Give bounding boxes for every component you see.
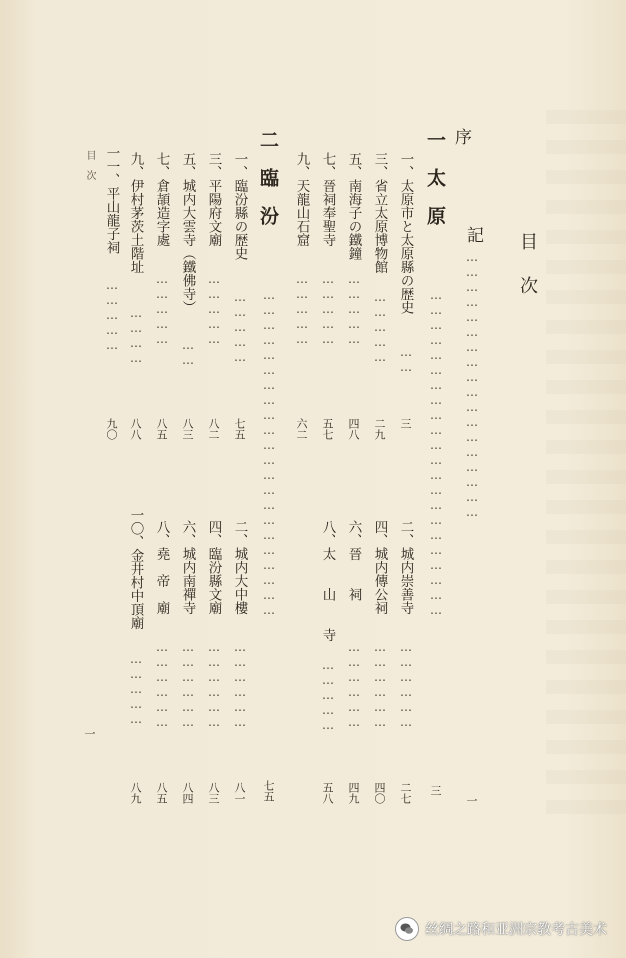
toc-entry[interactable]: 一一、平山龍子祠 [103,146,120,254]
entry-page: 四〇 [373,782,386,804]
entry-leader: ………… [129,306,143,366]
entry-leader: …………… [105,278,119,353]
entry-leader: ……………… [207,640,221,730]
entry-leader: …………… [295,272,309,347]
entry-page: 四八 [347,418,360,440]
entry-page: 四九 [347,782,360,804]
section-1-page: 三 [429,785,442,796]
toc-entry[interactable]: 一、臨汾縣の歴史 [231,152,248,260]
entry-page: 八一 [233,782,246,804]
toc-entry[interactable]: 五、南海子の鐵鐘 [345,152,362,260]
toc-entry[interactable]: 一、太原市と太原縣の歴史 [397,152,414,314]
entry-page: 八八 [129,418,142,440]
watermark-text: 丝绸之路和亚洲宗教考古美术 [425,922,607,938]
toc-entry[interactable]: 三、省立太原博物館 [371,152,388,274]
entry-leader: …………… [155,272,169,347]
entry-leader: …… [181,338,195,368]
entry-page: 八五 [155,418,168,440]
entry-leader: …… [399,345,413,375]
watermark [395,916,607,942]
entry-leader: …………… [321,272,335,347]
entry-leader: ……………… [233,640,247,730]
entry-leader: ……………… [347,640,361,730]
toc-entry[interactable]: 七、倉頡造字處 [153,152,170,247]
section-2-heading: 二 臨 汾 [257,130,279,225]
toc-entry[interactable]: 四、臨汾縣文廟 [205,520,222,615]
toc-entry[interactable]: 八、太 山 寺 [319,520,336,642]
toc-entry[interactable]: 五、城内大雲寺（鐵佛寺） [179,152,196,314]
entry-page: 八三 [207,782,220,804]
entry-page: 五八 [321,782,334,804]
toc-entry[interactable]: 二、城内崇善寺 [397,520,414,615]
preface-label: 序 [451,128,471,145]
entry-leader: …………… [207,272,221,347]
bleed-through-shadow [546,110,626,830]
entry-leader: ……………… [399,640,413,730]
toc-entry[interactable]: 一〇、金井村中頂廟 [127,508,144,630]
entry-page: 八四 [181,782,194,804]
folio: 一 [83,728,96,739]
preface-page: 一 [465,795,478,806]
preface-leader: ……………………………………………… [465,250,479,520]
wechat-icon [395,917,419,941]
section-1-heading: 一 太 原 [424,130,446,225]
preface-label-2: 記 [463,226,483,243]
toc-entry[interactable]: 四、城内傳公祠 [371,520,388,615]
entry-page: 八二 [207,418,220,440]
running-head: 目 次 [84,150,95,180]
toc-entry[interactable]: 三、平陽府文廟 [205,152,222,247]
entry-leader: ……………… [181,640,195,730]
entry-page: 九〇 [105,418,118,440]
entry-page: 七五 [233,418,246,440]
entry-leader: …………… [233,290,247,365]
toc-entry[interactable]: 六、城内南禪寺 [179,520,196,615]
section-2-leader: ………………………………………………………… [262,288,276,618]
entry-page: 二九 [373,418,386,440]
toc-entry[interactable]: 九、伊村茅茨土階址 [127,152,144,274]
entry-leader: …………… [129,652,143,727]
entry-page: 二七 [399,782,412,804]
entry-page: 八九 [129,782,142,804]
section-1-leader: ………………………………………………………… [429,288,443,618]
entry-leader: …………… [321,658,335,733]
entry-page: 八五 [155,782,168,804]
toc-entry[interactable]: 二、城内大中樓 [231,520,248,615]
toc-entry[interactable]: 七、晉祠奉聖寺 [319,152,336,247]
entry-leader: …………… [373,290,387,365]
toc-entry[interactable]: 六、晉 祠 [345,520,362,601]
entry-page: 五七 [321,418,334,440]
section-2-page: 七五 [262,780,275,802]
entry-leader: …………… [347,272,361,347]
toc-entry[interactable]: 八、堯 帝 廟 [153,520,170,615]
entry-page: 六二 [295,418,308,440]
entry-page: 三 [399,418,412,429]
toc-entry[interactable]: 九、天龍山石窟 [293,152,310,247]
entry-leader: ……………… [155,640,169,730]
toc-title: 目 次 [517,232,538,298]
entry-page: 八三 [181,418,194,440]
entry-leader: ……………… [373,640,387,730]
